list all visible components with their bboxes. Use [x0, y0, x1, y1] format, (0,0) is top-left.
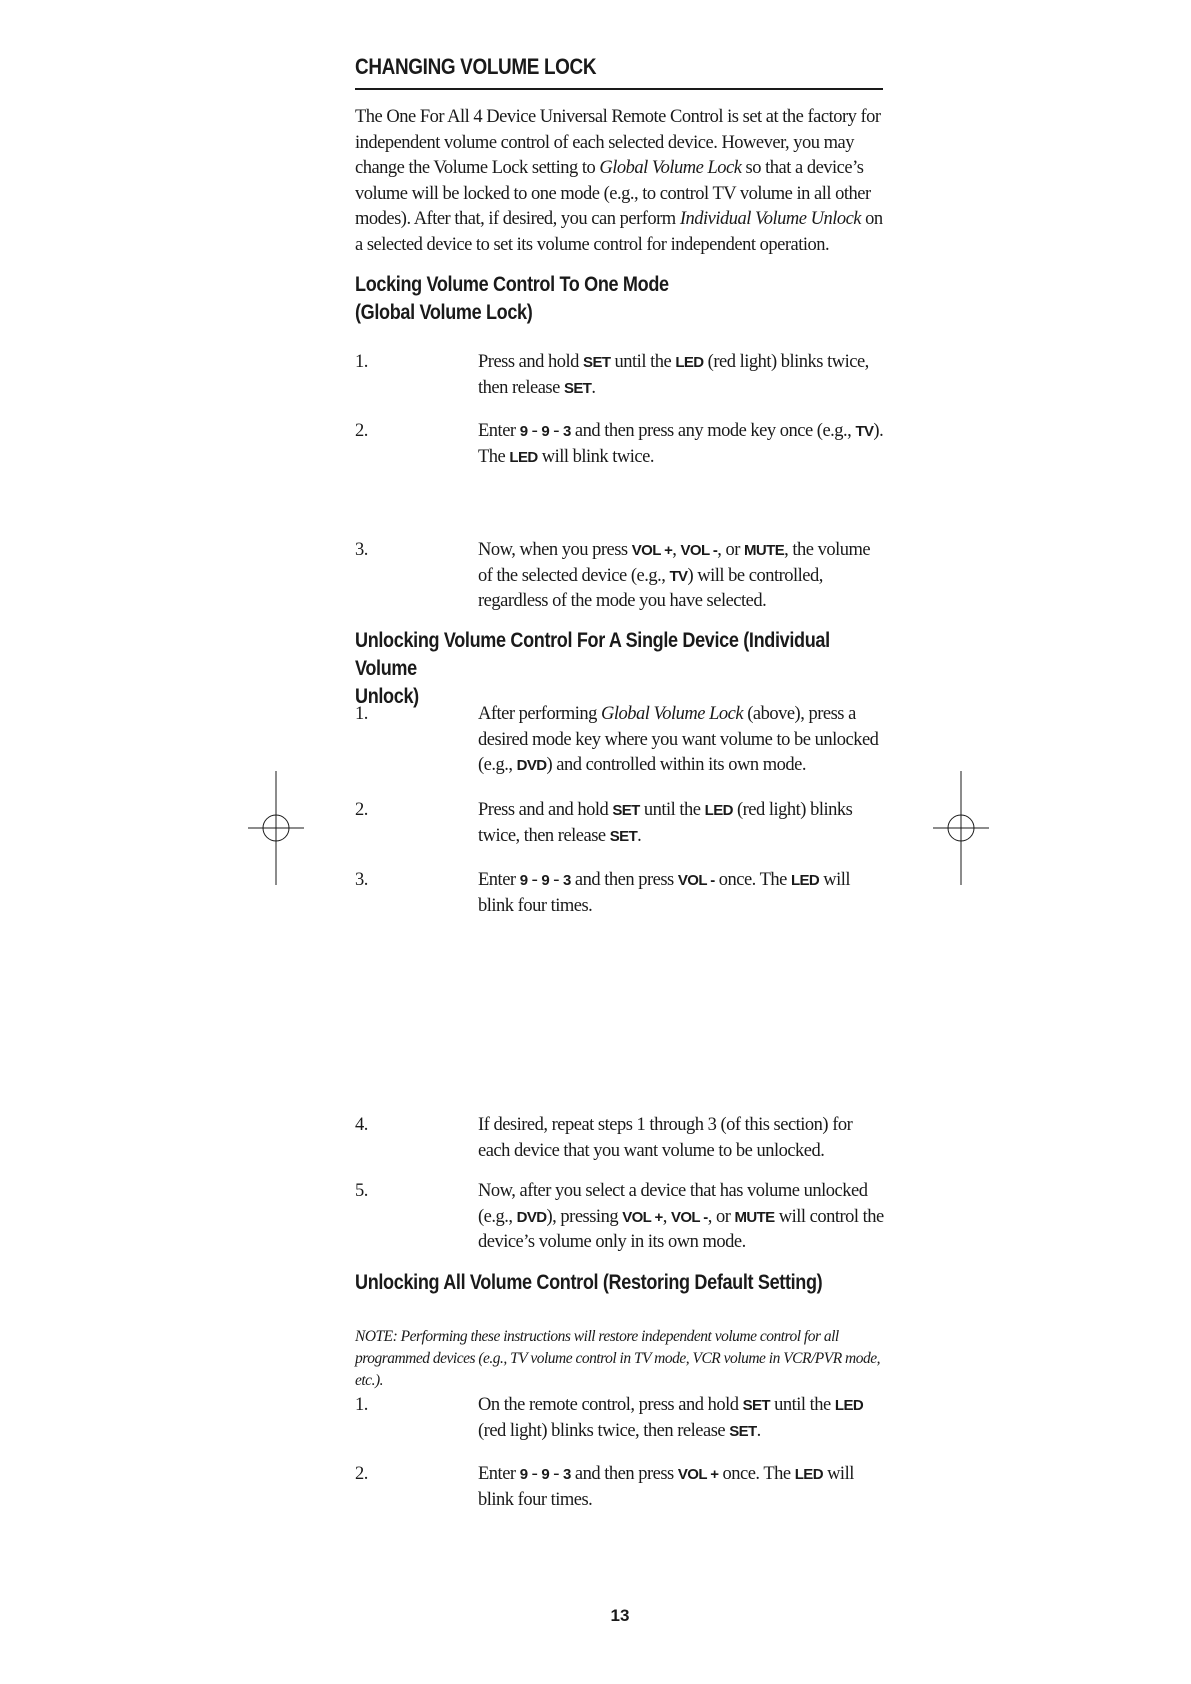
- step-number: 3.: [355, 870, 368, 890]
- page-title: CHANGING VOLUME LOCK: [355, 54, 597, 79]
- step-number: 1.: [355, 352, 368, 372]
- step-number: 1.: [355, 1395, 368, 1415]
- step-number: 2.: [355, 1464, 368, 1484]
- step-text: Now, after you select a device that has volume unlocked (e.g., DVD), pressing VOL +, VOL -, or MUTE will control the device’s volume only in its own mode.: [478, 1181, 884, 1252]
- step-number: 1.: [355, 704, 368, 724]
- step-number: 3.: [355, 540, 368, 560]
- step-number: 2.: [355, 800, 368, 820]
- intro-paragraph: The One For All 4 Device Universal Remote Control is set at the factory for independent volume control of each selected device. However, you may change the Volume Lock setting to Global Volume Lock so that a device’s volume will be locked to one mode (e.g., to control TV volume in all other modes). After that, if desired, you can perform Individual Volume Unlock on a selected device to set its volume control for independent operation.: [355, 107, 883, 255]
- registration-mark-right-icon: [933, 771, 989, 885]
- note-text: NOTE: Performing these instructions will restore independent volume control for all programmed devices (e.g., TV volume control in TV mode, VCR volume in VCR/PVR mode, etc.).: [355, 1328, 881, 1389]
- step-text: On the remote control, press and hold SET until the LED (red light) blinks twice, then release SET.: [478, 1395, 864, 1441]
- step-text: Now, when you press VOL +, VOL -, or MUTE, the volume of the selected device (e.g., TV) will be controlled, regardless of the mode you have selected.: [478, 540, 871, 611]
- step-number: 5.: [355, 1181, 368, 1201]
- step-text: Enter 9 - 9 - 3 and then press VOL - once. The LED will blink four times.: [478, 870, 851, 916]
- section-heading-individual-unlock: Unlocking Volume Control For A Single Device (Individual Volume Unlock): [355, 629, 830, 708]
- title-rule: [355, 88, 883, 90]
- step-text: Press and hold SET until the LED (red light) blinks twice, then release SET.: [478, 352, 869, 398]
- step-text: Press and and hold SET until the LED (red light) blinks twice, then release SET.: [478, 800, 853, 846]
- page-number: 13: [610, 1606, 630, 1625]
- section-heading-global-lock: Locking Volume Control To One Mode (Global Volume Lock): [355, 273, 669, 324]
- step-number: 4.: [355, 1115, 368, 1135]
- step-text: Enter 9 - 9 - 3 and then press VOL + once. The LED will blink four times.: [478, 1464, 854, 1510]
- step-number: 2.: [355, 421, 368, 441]
- step-text: After performing Global Volume Lock (above), press a desired mode key where you want volume to be unlocked (e.g., DVD) and controlled within its own mode.: [478, 704, 879, 775]
- step-text: If desired, repeat steps 1 through 3 (of this section) for each device that you want volume to be unlocked.: [478, 1115, 853, 1161]
- section-heading-restore-default: Unlocking All Volume Control (Restoring Default Setting): [355, 1271, 823, 1294]
- registration-mark-left-icon: [248, 771, 304, 885]
- step-text: Enter 9 - 9 - 3 and then press any mode key once (e.g., TV). The LED will blink twice.: [478, 421, 884, 467]
